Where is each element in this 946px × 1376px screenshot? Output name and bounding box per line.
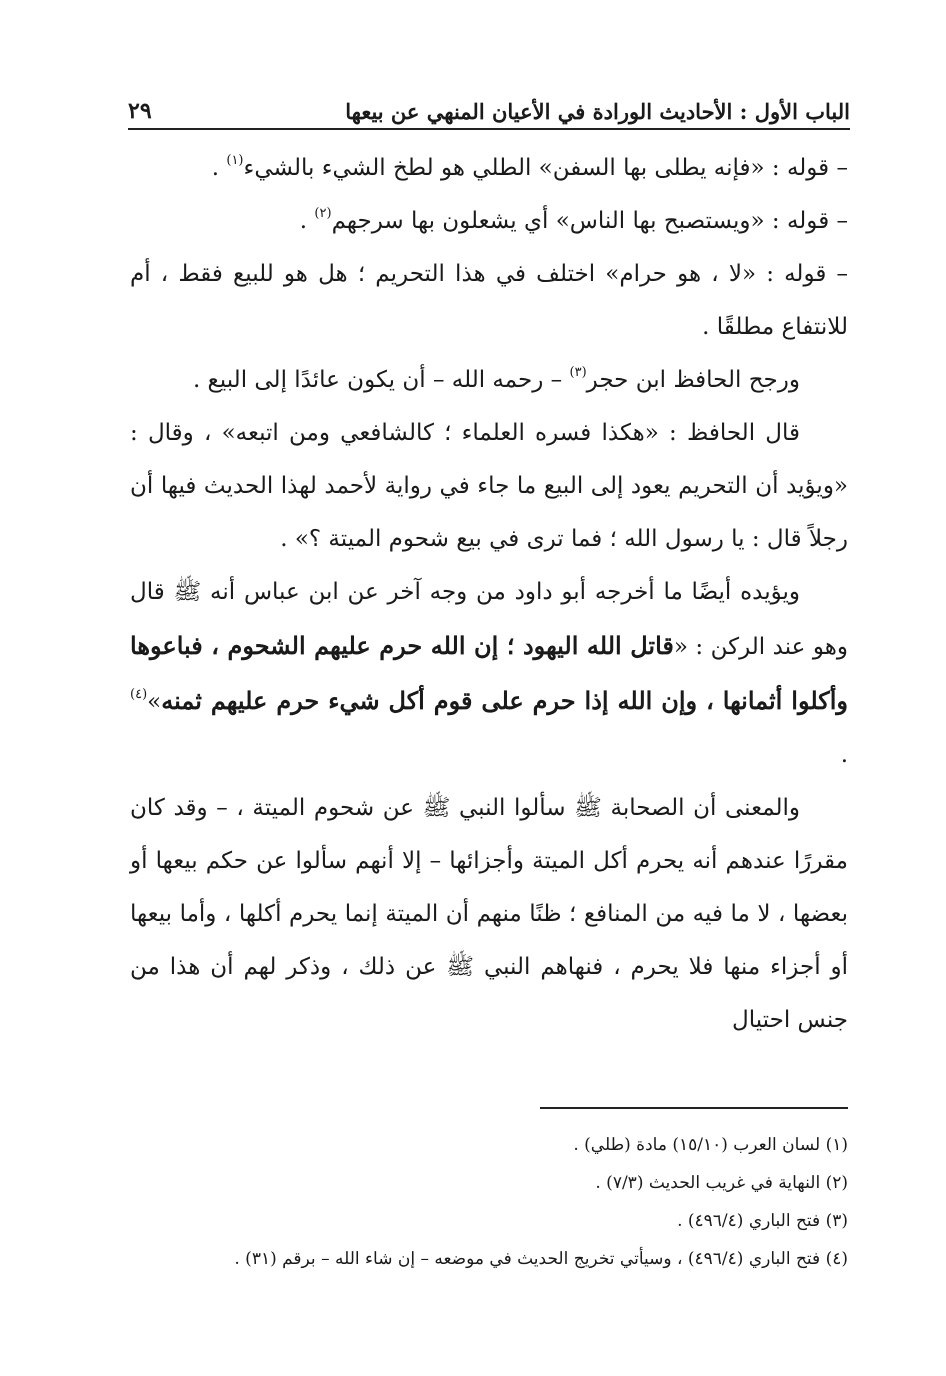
footnote-ref: (٣)	[569, 365, 587, 380]
main-text	[130, 142, 848, 1047]
footnote-3: (٣) فتح الباري (٤٩٦/٤) .	[677, 1211, 848, 1231]
footnote-ref: (٤)	[130, 687, 148, 702]
running-title: الباب الأول : الأحاديث الورادة في الأعيان المنهي عن بيعها	[345, 99, 850, 124]
footnote-separator	[540, 1107, 848, 1109]
paragraph-hafiz-quote: قال الحافظ : «هكذا فسره العلماء ؛ كالشافعي ومن اتبعه» ، وقال : «ويؤيد أن التحريم يعود إلى البيع ما جاء في رواية لأحمد لهذا الحديث فيها أن رجلاً قال : يا رسول الله ؛ فما ترى في بيع شحوم الميتة ؟» .	[130, 420, 848, 552]
footnote-2: (٢) النهاية في غريب الحديث (٧/٣) .	[595, 1173, 848, 1193]
paragraph-abu-dawud: ويؤيده أيضًا ما أخرجه أبو داود من وجه آخر عن ابن عباس أنه ﷺ قال وهو عند الركن : «قاتل الله اليهود ؛ إن الله حرم عليهم الشحوم ، فباعوها وأكلوا أثمانها ، وإن الله إذا حرم على قوم أكل شيء حرم عليهم ثمنه»$^{(٤)}$ .	[130, 579, 849, 768]
paragraph-commentary-3: – قوله : «لا ، هو حرام» اختلف في هذا التحريم ؛ هل هو للبيع فقط ، أم للانتفاع مطلقًا .	[130, 261, 848, 340]
paragraph-commentary-1: – قوله : «فإنه يطلى بها السفن» الطلي هو لطخ الشيء بالشيء$^{(١)}$ .	[211, 153, 848, 181]
page-number: ٢٩	[128, 98, 152, 124]
page-header	[128, 80, 850, 130]
paragraph-meaning: والمعنى أن الصحابة ﷺ سألوا النبي ﷺ عن شحوم الميتة ، – وقد كان مقررًا عندهم أنه يحرم أكل الميتة وأجزائها – إلا أنهم سألوا عن حكم بيعها أو بعضها ، لا ما فيه من المنافع ؛ ظنًا منهم أن الميتة إنما يحرم أكلها ، وأما بيعها أو أجزاء منها فلا يحرم ، فنهاهم النبي ﷺ عن ذلك ، وذكر لهم أن هذا من جنس احتيال	[130, 795, 848, 1033]
paragraph-ibn-hajar: ورجح الحافظ ابن حجر$^{(٣)}$ – رحمه الله – أن يكون عائدًا إلى البيع .	[192, 365, 800, 393]
footnote-ref: (١)	[226, 153, 244, 168]
footnote-ref: (٢)	[314, 206, 332, 221]
hadith-text: قاتل الله اليهود ؛ إن الله حرم عليهم الشحوم ، فباعوها وأكلوا أثمانها ، وإن الله إذا حرم على قوم أكل شيء حرم عليهم ثمنه	[130, 631, 848, 715]
footnote-1: (١) لسان العرب (١٥/١٠) مادة (طلي) .	[573, 1135, 848, 1155]
footnotes	[130, 1126, 848, 1278]
footnote-4: (٤) فتح الباري (٤٩٦/٤) ، وسيأتي تخريج الحديث في موضعه – إن شاء الله – برقم (٣١) .	[234, 1249, 848, 1269]
paragraph-commentary-2: – قوله : «ويستصبح بها الناس» أي يشعلون بها سرجهم$^{(٢)}$ .	[299, 206, 848, 234]
